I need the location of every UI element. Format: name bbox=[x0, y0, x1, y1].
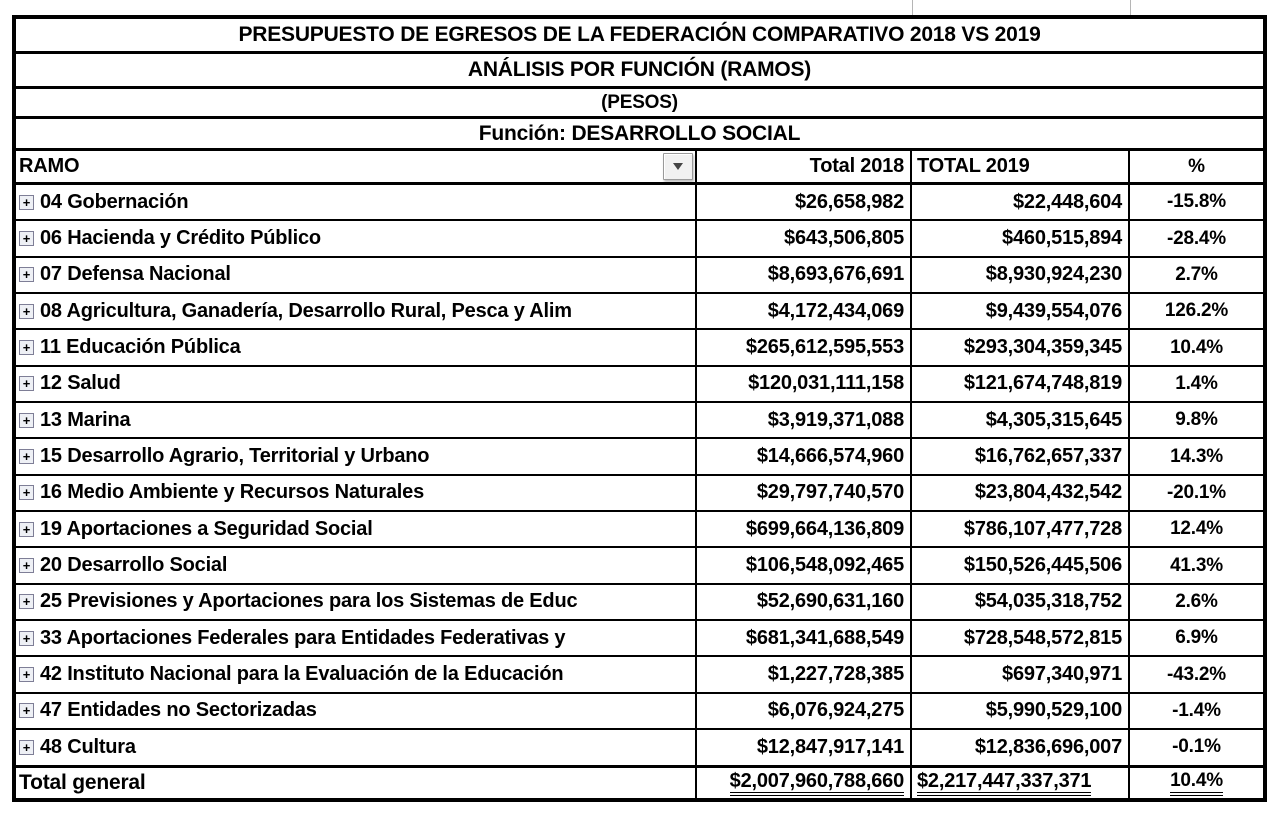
function-label: Función: DESARROLLO SOCIAL bbox=[16, 119, 1263, 151]
plus-glyph: + bbox=[22, 340, 31, 356]
report-title: PRESUPUESTO DE EGRESOS DE LA FEDERACIÓN COMPARATIVO 2018 VS 2019 bbox=[16, 19, 1263, 54]
percent-cell: 12.4% bbox=[1170, 518, 1223, 540]
ramo-label: 07 Defensa Nacional bbox=[40, 263, 231, 286]
chevron-down-icon bbox=[673, 163, 683, 170]
ramo-cell bbox=[16, 221, 697, 255]
total-2018-cell: $1,227,728,385 bbox=[697, 657, 912, 691]
expand-icon[interactable] bbox=[19, 340, 34, 355]
ramo-header-label: RAMO bbox=[19, 155, 80, 177]
table-row bbox=[16, 694, 1263, 730]
table-row bbox=[16, 585, 1263, 621]
percent-cell: 14.3% bbox=[1170, 445, 1223, 467]
plus-glyph: + bbox=[22, 485, 31, 501]
total-2018-cell: $3,919,371,088 bbox=[697, 403, 912, 437]
expand-icon[interactable] bbox=[19, 231, 34, 246]
total-2019-header-cell: TOTAL 2019 bbox=[912, 151, 1130, 182]
total-2018-cell: $12,847,917,141 bbox=[697, 730, 912, 764]
total-row bbox=[16, 768, 1263, 799]
total-2019-cell: $121,674,748,819 bbox=[912, 367, 1130, 401]
gridline-stub bbox=[912, 0, 913, 15]
ramo-cell bbox=[16, 694, 697, 728]
expand-icon[interactable] bbox=[19, 667, 34, 682]
percent-cell: -43.2% bbox=[1166, 663, 1226, 685]
total-2018-cell: $6,076,924,275 bbox=[697, 694, 912, 728]
total-2019-value: $2,217,447,337,371 bbox=[917, 770, 1091, 796]
total-2018-cell bbox=[697, 768, 912, 799]
table-row bbox=[16, 657, 1263, 693]
percent-cell: 2.6% bbox=[1175, 590, 1218, 612]
expand-icon[interactable] bbox=[19, 304, 34, 319]
total-2019-cell: $9,439,554,076 bbox=[912, 294, 1130, 328]
expand-icon[interactable] bbox=[19, 740, 34, 755]
table-row bbox=[16, 294, 1263, 330]
ramo-label: 11 Educación Pública bbox=[40, 336, 241, 359]
ramo-cell bbox=[16, 476, 697, 510]
ramo-label: 48 Cultura bbox=[40, 735, 136, 758]
total-2019-cell: $697,340,971 bbox=[912, 657, 1130, 691]
percent-cell: 6.9% bbox=[1175, 627, 1218, 649]
percent-cell: 10.4% bbox=[1170, 336, 1223, 358]
ramo-label: 25 Previsiones y Aportaciones para los Sistemas de Educ bbox=[40, 590, 578, 613]
table-row bbox=[16, 221, 1263, 257]
expand-icon[interactable] bbox=[19, 376, 34, 391]
ramo-cell bbox=[16, 403, 697, 437]
total-2019-cell: $5,990,529,100 bbox=[912, 694, 1130, 728]
plus-glyph: + bbox=[22, 303, 31, 319]
plus-glyph: + bbox=[22, 376, 31, 392]
expand-icon[interactable] bbox=[19, 267, 34, 282]
expand-icon[interactable] bbox=[19, 703, 34, 718]
total-2018-cell: $4,172,434,069 bbox=[697, 294, 912, 328]
total-2018-cell: $8,693,676,691 bbox=[697, 258, 912, 292]
total-percent-value: 10.4% bbox=[1170, 770, 1223, 796]
ramo-label: 15 Desarrollo Agrario, Territorial y Urbano bbox=[40, 445, 430, 468]
table-row bbox=[16, 730, 1263, 767]
expand-icon[interactable] bbox=[19, 631, 34, 646]
total-2019-cell: $4,305,315,645 bbox=[912, 403, 1130, 437]
gridline-stub bbox=[1130, 0, 1131, 15]
table-row bbox=[16, 403, 1263, 439]
expand-icon[interactable] bbox=[19, 594, 34, 609]
total-percent-cell bbox=[1130, 768, 1263, 799]
ramo-label: 33 Aportaciones Federales para Entidades Federativas y bbox=[40, 626, 566, 649]
total-2019-cell: $54,035,318,752 bbox=[912, 585, 1130, 619]
plus-glyph: + bbox=[22, 739, 31, 755]
total-2019-cell: $460,515,894 bbox=[912, 221, 1130, 255]
plus-glyph: + bbox=[22, 449, 31, 465]
total-2019-cell: $12,836,696,007 bbox=[912, 730, 1130, 764]
percent-cell: 2.7% bbox=[1175, 263, 1218, 285]
table-row bbox=[16, 439, 1263, 475]
table-row bbox=[16, 512, 1263, 548]
percent-cell: -15.8% bbox=[1166, 191, 1226, 213]
report-subtitle: ANÁLISIS POR FUNCIÓN (RAMOS) bbox=[16, 54, 1263, 89]
percent-cell: -1.4% bbox=[1172, 699, 1221, 721]
ramo-cell bbox=[16, 621, 697, 655]
ramo-cell bbox=[16, 512, 697, 546]
total-2018-cell: $106,548,092,465 bbox=[697, 548, 912, 582]
total-2018-cell: $681,341,688,549 bbox=[697, 621, 912, 655]
ramo-label: 04 Gobernación bbox=[40, 190, 189, 213]
expand-icon[interactable] bbox=[19, 485, 34, 500]
ramo-label: 08 Agricultura, Ganadería, Desarrollo Rural, Pesca y Alim bbox=[40, 299, 572, 322]
ramo-cell bbox=[16, 585, 697, 619]
ramo-label: 42 Instituto Nacional para la Evaluación de la Educación bbox=[40, 663, 564, 686]
expand-icon[interactable] bbox=[19, 413, 34, 428]
ramo-cell bbox=[16, 185, 697, 219]
table-row bbox=[16, 476, 1263, 512]
total-2019-cell: $22,448,604 bbox=[912, 185, 1130, 219]
total-2019-cell: $23,804,432,542 bbox=[912, 476, 1130, 510]
table-row bbox=[16, 548, 1263, 584]
plus-glyph: + bbox=[22, 231, 31, 247]
total-2019-cell: $8,930,924,230 bbox=[912, 258, 1130, 292]
plus-glyph: + bbox=[22, 412, 31, 428]
total-2019-cell: $16,762,657,337 bbox=[912, 439, 1130, 473]
percent-cell: 126.2% bbox=[1164, 300, 1229, 322]
total-2018-cell: $52,690,631,160 bbox=[697, 585, 912, 619]
ramo-label: 20 Desarrollo Social bbox=[40, 554, 228, 577]
percent-cell: 41.3% bbox=[1170, 554, 1223, 576]
plus-glyph: + bbox=[22, 594, 31, 610]
expand-icon[interactable] bbox=[19, 449, 34, 464]
total-2018-cell: $29,797,740,570 bbox=[697, 476, 912, 510]
plus-glyph: + bbox=[22, 667, 31, 683]
percent-header-cell: % bbox=[1188, 155, 1205, 177]
total-2019-cell: $150,526,445,506 bbox=[912, 548, 1130, 582]
total-label-cell: Total general bbox=[16, 768, 697, 799]
ramo-cell bbox=[16, 367, 697, 401]
plus-glyph: + bbox=[22, 521, 31, 537]
budget-pivot-table bbox=[12, 15, 1267, 802]
ramo-header-cell bbox=[16, 151, 697, 182]
units-label: (PESOS) bbox=[16, 89, 1263, 119]
plus-glyph: + bbox=[22, 630, 31, 646]
plus-glyph: + bbox=[22, 558, 31, 574]
table-row bbox=[16, 367, 1263, 403]
percent-cell: 9.8% bbox=[1175, 409, 1218, 431]
ramo-label: 19 Aportaciones a Seguridad Social bbox=[40, 517, 373, 540]
plus-glyph: + bbox=[22, 703, 31, 719]
table-row bbox=[16, 258, 1263, 294]
table-row bbox=[16, 330, 1263, 366]
ramo-label: 12 Salud bbox=[40, 372, 121, 395]
expand-icon[interactable] bbox=[19, 522, 34, 537]
percent-cell: -28.4% bbox=[1166, 227, 1226, 249]
total-2018-cell: $120,031,111,158 bbox=[697, 367, 912, 401]
filter-dropdown-button[interactable] bbox=[663, 153, 693, 180]
percent-cell: -20.1% bbox=[1166, 481, 1226, 503]
table-header-row bbox=[16, 151, 1263, 185]
total-2019-cell bbox=[912, 768, 1130, 799]
total-2018-cell: $14,666,574,960 bbox=[697, 439, 912, 473]
total-2018-cell: $699,664,136,809 bbox=[697, 512, 912, 546]
percent-cell: -0.1% bbox=[1172, 736, 1221, 758]
total-2019-cell: $728,548,572,815 bbox=[912, 621, 1130, 655]
ramo-cell bbox=[16, 730, 697, 764]
expand-icon[interactable] bbox=[19, 195, 34, 210]
total-2018-value: $2,007,960,788,660 bbox=[730, 770, 904, 796]
percent-cell: 1.4% bbox=[1175, 372, 1218, 394]
ramo-cell bbox=[16, 258, 697, 292]
expand-icon[interactable] bbox=[19, 558, 34, 573]
total-2018-cell: $265,612,595,553 bbox=[697, 330, 912, 364]
plus-glyph: + bbox=[22, 194, 31, 210]
total-2018-cell: $643,506,805 bbox=[697, 221, 912, 255]
table-row bbox=[16, 185, 1263, 221]
ramo-label: 16 Medio Ambiente y Recursos Naturales bbox=[40, 481, 425, 504]
ramo-cell bbox=[16, 657, 697, 691]
ramo-cell bbox=[16, 330, 697, 364]
plus-glyph: + bbox=[22, 267, 31, 283]
ramo-cell bbox=[16, 439, 697, 473]
total-2019-cell: $786,107,477,728 bbox=[912, 512, 1130, 546]
ramo-label: 13 Marina bbox=[40, 408, 131, 431]
total-2019-cell: $293,304,359,345 bbox=[912, 330, 1130, 364]
ramo-label: 06 Hacienda y Crédito Público bbox=[40, 227, 321, 250]
total-2018-header-cell: Total 2018 bbox=[697, 151, 912, 182]
table-row bbox=[16, 621, 1263, 657]
total-2018-cell: $26,658,982 bbox=[697, 185, 912, 219]
ramo-label: 47 Entidades no Sectorizadas bbox=[40, 699, 317, 722]
ramo-cell bbox=[16, 548, 697, 582]
ramo-cell bbox=[16, 294, 697, 328]
